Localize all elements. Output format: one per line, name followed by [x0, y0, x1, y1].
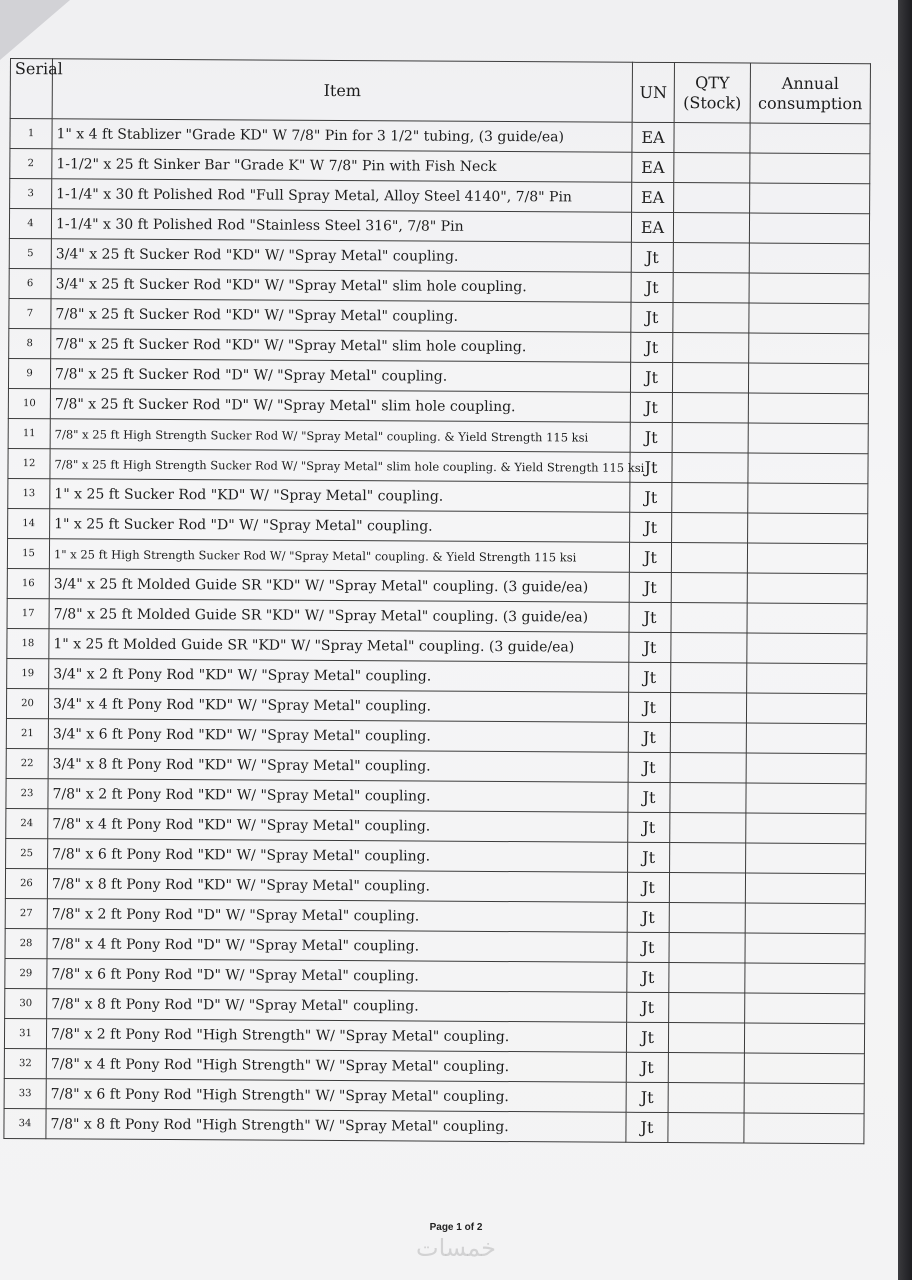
page-number: Page 1 of 2 — [429, 1222, 483, 1233]
item-cell: 7/8" x 25 ft Sucker Rod "KD" W/ "Spray Metal" coupling. — [51, 299, 631, 333]
unit-cell: Jt — [629, 602, 671, 632]
item-cell: 7/8" x 2 ft Pony Rod "D" W/ "Spray Metal" coupling. — [47, 899, 627, 933]
qty-stock-cell — [674, 153, 750, 183]
annual-consumption-cell — [748, 453, 868, 484]
item-cell: 7/8" x 25 ft Sucker Rod "D" W/ "Spray Metal" slim hole coupling. — [50, 389, 630, 423]
serial-cell: 13 — [8, 478, 50, 508]
qty-stock-cell — [670, 693, 746, 723]
header-row — [10, 59, 870, 124]
annual-consumption-cell — [744, 1083, 864, 1114]
item-cell: 7/8" x 4 ft Pony Rod "KD" W/ "Spray Metal" coupling. — [48, 809, 628, 843]
qty-stock-cell — [669, 903, 745, 933]
qty-stock-cell — [668, 1023, 744, 1053]
unit-cell: Jt — [628, 752, 670, 782]
unit-cell: Jt — [629, 572, 671, 602]
unit-cell: Jt — [631, 272, 673, 302]
unit-cell: Jt — [627, 962, 669, 992]
unit-cell: Jt — [629, 662, 671, 692]
annual-consumption-cell — [747, 603, 867, 634]
qty-stock-cell — [673, 213, 749, 243]
serial-cell: 28 — [5, 928, 47, 958]
qty-stock-cell — [672, 453, 748, 483]
annual-consumption-cell — [746, 813, 866, 844]
unit-cell: Jt — [627, 902, 669, 932]
serial-cell: 34 — [4, 1108, 46, 1138]
unit-cell: Jt — [626, 1022, 668, 1052]
unit-cell: Jt — [629, 542, 671, 572]
qty-stock-cell — [672, 363, 748, 393]
serial-cell: 10 — [8, 388, 50, 418]
unit-cell: Jt — [630, 422, 672, 452]
unit-cell: Jt — [626, 1052, 668, 1082]
unit-cell: Jt — [631, 302, 673, 332]
folded-corner — [0, 0, 70, 60]
serial-cell: 16 — [7, 568, 49, 598]
serial-cell: 20 — [6, 688, 48, 718]
header-annual-consumption — [750, 63, 870, 124]
unit-cell: Jt — [627, 872, 669, 902]
annual-consumption-cell — [746, 753, 866, 784]
serial-cell: 29 — [5, 958, 47, 988]
item-cell: 7/8" x 4 ft Pony Rod "High Strength" W/ "Spray Metal" coupling. — [46, 1049, 626, 1083]
item-cell: 1" x 25 ft Sucker Rod "KD" W/ "Spray Metal" coupling. — [50, 479, 630, 513]
qty-stock-cell — [669, 993, 745, 1023]
header-qty-line1: QTY — [695, 72, 730, 92]
unit-cell: Jt — [626, 1112, 668, 1142]
qty-stock-cell — [672, 513, 748, 543]
item-cell: 3/4" x 2 ft Pony Rod "KD" W/ "Spray Metal" coupling. — [49, 659, 629, 693]
qty-stock-cell — [674, 183, 750, 213]
annual-consumption-cell — [745, 873, 865, 904]
annual-consumption-cell — [750, 183, 870, 214]
qty-stock-cell — [671, 633, 747, 663]
annual-consumption-cell — [746, 693, 866, 724]
serial-cell: 24 — [6, 808, 48, 838]
annual-consumption-cell — [745, 903, 865, 934]
qty-stock-cell — [668, 1053, 744, 1083]
item-cell: 3/4" x 25 ft Molded Guide SR "KD" W/ "Spray Metal" coupling. (3 guide/ea) — [49, 569, 629, 603]
annual-consumption-cell — [749, 273, 869, 304]
item-cell: 7/8" x 8 ft Pony Rod "KD" W/ "Spray Metal" coupling. — [47, 869, 627, 903]
header-qty-line2: (Stock) — [683, 92, 742, 112]
annual-consumption-cell — [749, 213, 869, 244]
item-cell: 1" x 25 ft Molded Guide SR "KD" W/ "Spray Metal" coupling. (3 guide/ea) — [49, 629, 629, 663]
annual-consumption-cell — [749, 303, 869, 334]
item-cell: 1-1/4" x 30 ft Polished Rod "Full Spray Metal, Alloy Steel 4140", 7/8" Pin — [52, 179, 632, 213]
item-cell: 7/8" x 8 ft Pony Rod "High Strength" W/ "Spray Metal" coupling. — [46, 1109, 626, 1143]
unit-cell: Jt — [630, 512, 672, 542]
annual-consumption-cell — [746, 783, 866, 814]
annual-consumption-cell — [750, 123, 870, 154]
qty-stock-cell — [673, 273, 749, 303]
item-cell: 7/8" x 8 ft Pony Rod "D" W/ "Spray Metal" coupling. — [47, 989, 627, 1023]
annual-consumption-cell — [744, 1053, 864, 1084]
item-cell: 7/8" x 2 ft Pony Rod "High Strength" W/ "Spray Metal" coupling. — [46, 1019, 626, 1053]
qty-stock-cell — [669, 933, 745, 963]
item-cell: 7/8" x 25 ft Molded Guide SR "KD" W/ "Spray Metal" coupling. (3 guide/ea) — [49, 599, 629, 633]
annual-consumption-cell — [748, 393, 868, 424]
qty-stock-cell — [668, 1113, 744, 1143]
qty-stock-cell — [674, 123, 750, 153]
qty-stock-cell — [670, 813, 746, 843]
unit-cell: EA — [632, 182, 674, 212]
annual-consumption-cell — [748, 363, 868, 394]
header-annual-line2: consumption — [758, 93, 863, 113]
qty-stock-cell — [671, 573, 747, 603]
serial-cell: 26 — [5, 868, 47, 898]
unit-cell: Jt — [628, 812, 670, 842]
unit-cell: Jt — [630, 362, 672, 392]
qty-stock-cell — [671, 663, 747, 693]
header-item: Item — [52, 59, 632, 123]
watermark: خمسات — [415, 1234, 497, 1262]
item-cell: 7/8" x 6 ft Pony Rod "D" W/ "Spray Metal" coupling. — [47, 959, 627, 993]
unit-cell: Jt — [628, 692, 670, 722]
serial-cell: 3 — [10, 179, 52, 209]
annual-consumption-cell — [746, 843, 866, 874]
serial-cell: 12 — [8, 448, 50, 478]
serial-cell: 27 — [5, 898, 47, 928]
unit-cell: EA — [632, 152, 674, 182]
serial-cell: 15 — [7, 538, 49, 568]
header-serial: Serial — [10, 59, 52, 119]
qty-stock-cell — [670, 753, 746, 783]
annual-consumption-cell — [747, 543, 867, 574]
serial-cell: 33 — [4, 1078, 46, 1108]
header-qty-stock — [674, 63, 750, 123]
qty-stock-cell — [673, 333, 749, 363]
item-cell: 7/8" x 6 ft Pony Rod "High Strength" W/ "Spray Metal" coupling. — [46, 1079, 626, 1113]
serial-cell: 11 — [8, 418, 50, 448]
item-cell: 7/8" x 4 ft Pony Rod "D" W/ "Spray Metal" coupling. — [47, 929, 627, 963]
qty-stock-cell — [671, 603, 747, 633]
unit-cell: Jt — [630, 392, 672, 422]
item-cell: 3/4" x 4 ft Pony Rod "KD" W/ "Spray Metal" coupling. — [48, 689, 628, 723]
qty-stock-cell — [669, 963, 745, 993]
serial-cell: 22 — [6, 748, 48, 778]
serial-cell: 21 — [6, 718, 48, 748]
serial-cell: 7 — [9, 298, 51, 328]
item-cell: 3/4" x 25 ft Sucker Rod "KD" W/ "Spray Metal" slim hole coupling. — [51, 269, 631, 303]
annual-consumption-cell — [748, 513, 868, 544]
serial-cell: 2 — [10, 149, 52, 179]
serial-cell: 1 — [10, 119, 52, 149]
serial-cell: 6 — [9, 268, 51, 298]
item-cell: 7/8" x 25 ft Sucker Rod "KD" W/ "Spray Metal" slim hole coupling. — [51, 329, 631, 363]
annual-consumption-cell — [748, 483, 868, 514]
item-cell: 1" x 25 ft High Strength Sucker Rod W/ "Spray Metal" coupling. & Yield Strength 115 ksi — [49, 539, 629, 573]
annual-consumption-cell — [745, 993, 865, 1024]
desk-background — [898, 0, 912, 1280]
unit-cell: Jt — [630, 452, 672, 482]
item-cell: 7/8" x 25 ft Sucker Rod "D" W/ "Spray Metal" coupling. — [50, 359, 630, 393]
annual-consumption-cell — [747, 663, 867, 694]
serial-cell: 18 — [7, 628, 49, 658]
qty-stock-cell — [668, 1083, 744, 1113]
item-cell: 1-1/2" x 25 ft Sinker Bar "Grade K" W 7/8" Pin with Fish Neck — [52, 149, 632, 183]
table-row — [4, 1108, 864, 1143]
serial-cell: 5 — [9, 238, 51, 268]
annual-consumption-cell — [749, 243, 869, 274]
qty-stock-cell — [673, 243, 749, 273]
annual-consumption-cell — [744, 1023, 864, 1054]
item-cell: 1" x 25 ft Sucker Rod "D" W/ "Spray Metal" coupling. — [50, 509, 630, 543]
unit-cell: Jt — [628, 782, 670, 812]
annual-consumption-cell — [744, 1113, 864, 1144]
unit-cell: EA — [632, 122, 674, 152]
serial-cell: 30 — [5, 988, 47, 1018]
qty-stock-cell — [672, 423, 748, 453]
unit-cell: Jt — [629, 632, 671, 662]
header-unit: UN — [632, 62, 674, 122]
unit-cell: Jt — [628, 722, 670, 752]
item-cell: 7/8" x 25 ft High Strength Sucker Rod W/ "Spray Metal" coupling. & Yield Strength 115 ksi — [50, 419, 630, 453]
annual-consumption-cell — [748, 423, 868, 454]
item-cell: 3/4" x 8 ft Pony Rod "KD" W/ "Spray Metal" coupling. — [48, 749, 628, 783]
annual-consumption-cell — [745, 963, 865, 994]
unit-cell: Jt — [626, 1082, 668, 1112]
qty-stock-cell — [670, 723, 746, 753]
unit-cell: Jt — [627, 992, 669, 1022]
item-cell: 1" x 4 ft Stablizer "Grade KD" W 7/8" Pin for 3 1/2" tubing, (3 guide/ea) — [52, 119, 632, 153]
item-cell: 7/8" x 25 ft High Strength Sucker Rod W/ "Spray Metal" slim hole coupling. & Yield Strength 115 ksi — [50, 449, 630, 483]
unit-cell: Jt — [628, 842, 670, 872]
unit-cell: Jt — [631, 242, 673, 272]
unit-cell: Jt — [631, 332, 673, 362]
serial-cell: 25 — [6, 838, 48, 868]
annual-consumption-cell — [747, 633, 867, 664]
annual-consumption-cell — [746, 723, 866, 754]
serial-cell: 4 — [9, 209, 51, 239]
serial-cell: 8 — [9, 328, 51, 358]
serial-cell: 9 — [8, 358, 50, 388]
qty-stock-cell — [673, 303, 749, 333]
qty-stock-cell — [670, 843, 746, 873]
qty-stock-cell — [670, 783, 746, 813]
qty-stock-cell — [672, 483, 748, 513]
annual-consumption-cell — [750, 153, 870, 184]
item-cell: 7/8" x 6 ft Pony Rod "KD" W/ "Spray Metal" coupling. — [48, 839, 628, 873]
annual-consumption-cell — [747, 573, 867, 604]
qty-stock-cell — [672, 393, 748, 423]
serial-cell: 32 — [4, 1048, 46, 1078]
item-cell: 1-1/4" x 30 ft Polished Rod "Stainless Steel 316", 7/8" Pin — [51, 209, 631, 243]
serial-cell: 19 — [7, 658, 49, 688]
item-cell: 7/8" x 2 ft Pony Rod "KD" W/ "Spray Metal" coupling. — [48, 779, 628, 813]
unit-cell: EA — [631, 212, 673, 242]
annual-consumption-cell — [749, 333, 869, 364]
item-cell: 3/4" x 25 ft Sucker Rod "KD" W/ "Spray Metal" coupling. — [51, 239, 631, 273]
header-annual-line1: Annual — [781, 73, 839, 93]
unit-cell: Jt — [630, 482, 672, 512]
item-cell: 3/4" x 6 ft Pony Rod "KD" W/ "Spray Metal" coupling. — [48, 719, 628, 753]
materials-table — [3, 58, 871, 1144]
qty-stock-cell — [669, 873, 745, 903]
serial-cell: 23 — [6, 778, 48, 808]
serial-cell: 31 — [4, 1018, 46, 1048]
serial-cell: 17 — [7, 598, 49, 628]
qty-stock-cell — [671, 543, 747, 573]
unit-cell: Jt — [627, 932, 669, 962]
annual-consumption-cell — [745, 933, 865, 964]
serial-cell: 14 — [8, 508, 50, 538]
